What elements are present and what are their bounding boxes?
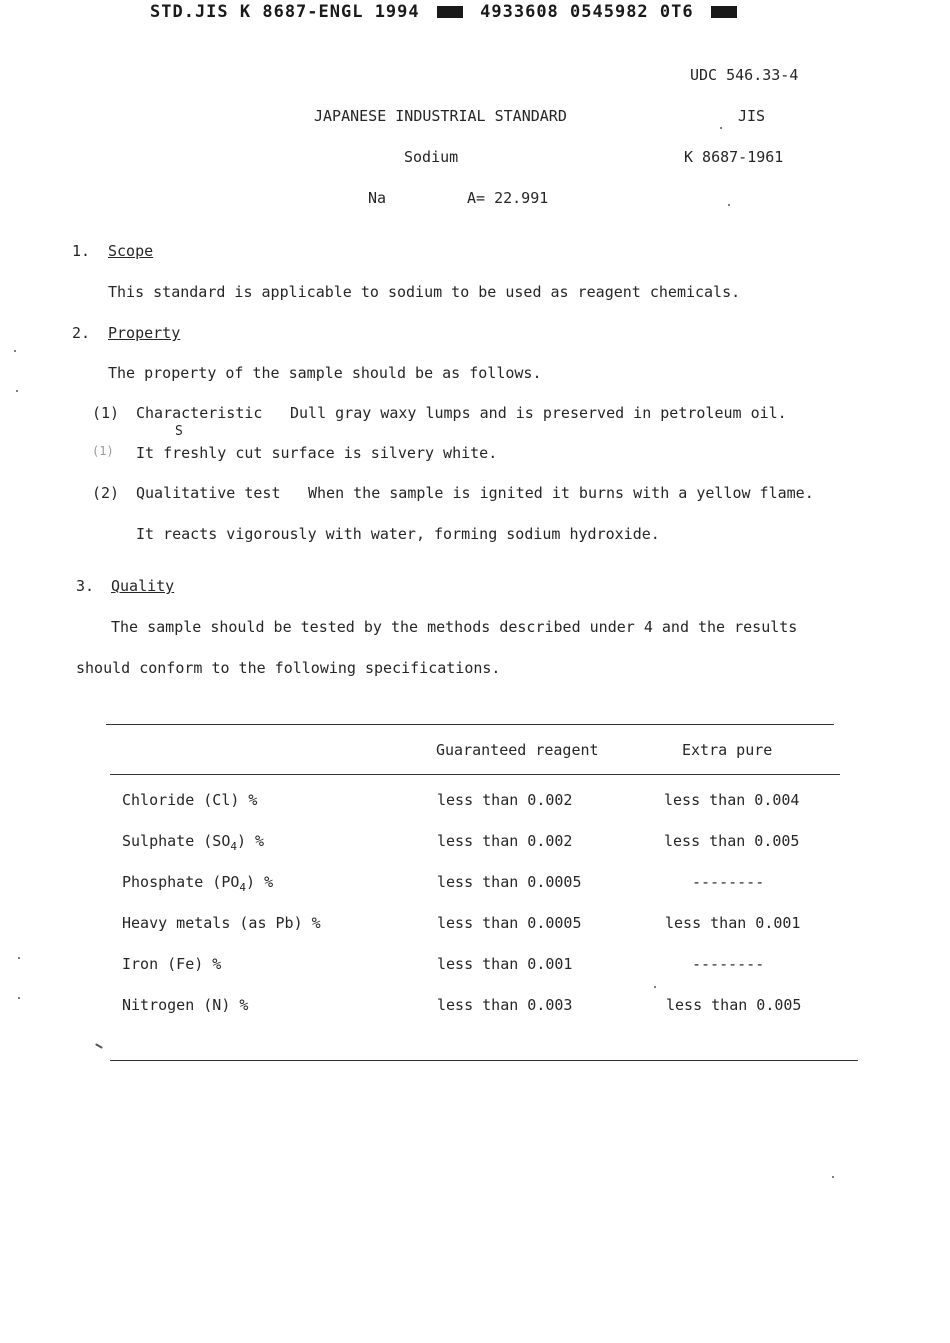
scan-speck (728, 204, 730, 206)
item2-continuation: It reacts vigorously with water, forming sodium hydroxide. (136, 525, 660, 543)
table-cell-extra: -------- (692, 955, 765, 973)
table-row-name: Phosphate $(PO_4)$ % (122, 873, 274, 894)
item2-text: When the sample is ignited it burns with a yellow flame. (308, 484, 814, 502)
scan-speck (18, 997, 20, 999)
table-row-name: Heavy metals (as Pb) % (122, 914, 321, 932)
item1-continuation: It freshly cut surface is silvery white. (136, 444, 498, 462)
table-row-name: Chloride (Cl) % (122, 791, 258, 809)
standard-code: K 8687-1961 (684, 148, 784, 166)
table-cell-extra: -------- (692, 873, 765, 891)
atomic-weight: A= 22.991 (467, 189, 549, 207)
section-scope-number: 1. (72, 242, 91, 260)
table-row-name: Nitrogen (N) % (122, 996, 249, 1014)
quality-text-line1: The sample should be tested by the methods described under 4 and the results (111, 618, 798, 636)
property-intro: The property of the sample should be as follows. (108, 364, 542, 382)
stamp-left: STD.JIS K 8687-ENGL 1994 (150, 2, 420, 22)
item1-number: (1) (92, 404, 120, 422)
scope-text: This standard is applicable to sodium to be used as reagent chemicals. (108, 283, 741, 301)
section-property-title: Property (108, 324, 181, 342)
table-cell-guaranteed: less than 0.002 (437, 832, 573, 850)
scan-speck (832, 1176, 834, 1178)
scan-speck (720, 127, 722, 129)
table-cell-extra: less than 0.004 (664, 791, 800, 809)
item1-text: Dull gray waxy lumps and is preserved in petroleum oil. (290, 404, 787, 422)
scan-speck (18, 957, 20, 959)
handwritten-insert: S (175, 424, 183, 439)
redaction-block (711, 6, 737, 18)
redaction-block (437, 6, 463, 18)
table-cell-guaranteed: less than 0.003 (437, 996, 573, 1014)
item1-faded-mark: (1) (92, 444, 114, 458)
section-property-number: 2. (72, 324, 91, 342)
table-header-rule (110, 774, 840, 775)
scan-speck (654, 986, 656, 988)
stamp-right-b: 0T6 (659, 2, 694, 22)
subject-title: Sodium (404, 148, 459, 166)
jis-label: JIS (738, 107, 766, 125)
section-quality-title: Quality (111, 577, 175, 595)
udc-number: UDC 546.33-4 (690, 66, 799, 84)
scan-speck (14, 350, 16, 352)
column-header-guaranteed: Guaranteed reagent (436, 741, 599, 759)
table-cell-extra: less than 0.001 (665, 914, 801, 932)
table-cell-guaranteed: less than 0.002 (437, 791, 573, 809)
scan-speck (95, 1043, 103, 1049)
quality-text-line2: should conform to the following specifications. (76, 659, 501, 677)
stamp-right-a: 4933608 0545982 (480, 2, 649, 22)
table-cell-guaranteed: less than 0.001 (437, 955, 573, 973)
chemical-formula: Na (368, 189, 387, 207)
item1-label: Characteristic (136, 404, 263, 422)
table-cell-guaranteed: less than 0.0005 (437, 873, 582, 891)
header-stamp (150, 2, 743, 22)
section-scope-title: Scope (108, 242, 154, 260)
standard-title: JAPANESE INDUSTRIAL STANDARD (314, 107, 567, 125)
table-cell-guaranteed: less than 0.0005 (437, 914, 582, 932)
item2-number: (2) (92, 484, 120, 502)
column-header-extra-pure: Extra pure (682, 741, 773, 759)
item2-label: Qualitative test (136, 484, 281, 502)
section-quality-number: 3. (76, 577, 95, 595)
table-row-name: Iron (Fe) % (122, 955, 222, 973)
table-cell-extra: less than 0.005 (664, 832, 800, 850)
table-row-name: Sulphate $(SO_4)$ % (122, 832, 265, 853)
scan-speck (16, 390, 18, 392)
table-cell-extra: less than 0.005 (666, 996, 802, 1014)
table-top-rule (106, 724, 834, 725)
table-bottom-rule (110, 1060, 858, 1061)
